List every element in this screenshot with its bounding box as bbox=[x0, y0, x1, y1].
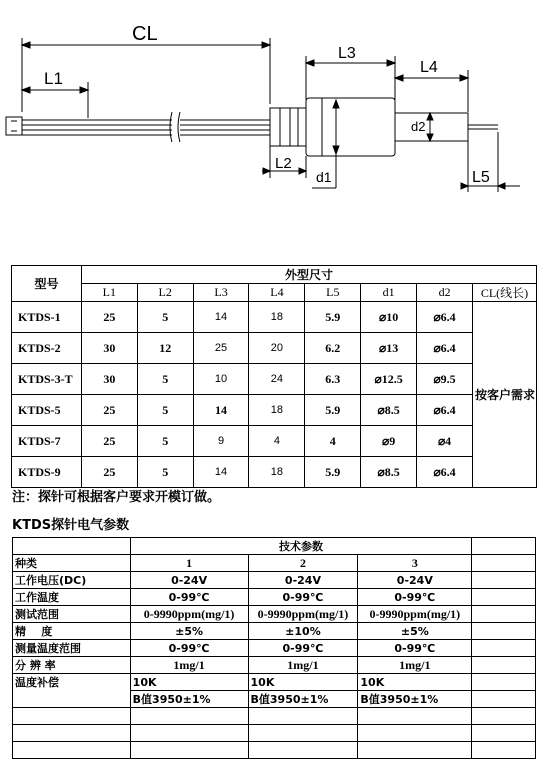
comp-value: 10K bbox=[358, 674, 472, 691]
type-3: 3 bbox=[358, 555, 472, 572]
table-row bbox=[13, 606, 536, 623]
blank-cell bbox=[248, 708, 358, 725]
cell-l3: 10 bbox=[193, 364, 249, 395]
blank-cell bbox=[13, 538, 131, 555]
row-value: 1mg/1 bbox=[358, 657, 472, 674]
row-value: 0-99℃ bbox=[130, 640, 248, 657]
model-cell: KTDS-2 bbox=[12, 333, 82, 364]
cell-l1: 25 bbox=[81, 395, 137, 426]
row-value: 1mg/1 bbox=[248, 657, 358, 674]
blank-cell bbox=[130, 708, 248, 725]
cell-l5: 6.3 bbox=[305, 364, 361, 395]
cell-d2: ⌀6.4 bbox=[417, 395, 473, 426]
blank-cell bbox=[472, 708, 536, 725]
blank-cell bbox=[13, 742, 131, 759]
cell-l2: 12 bbox=[137, 333, 193, 364]
cell-l2: 5 bbox=[137, 426, 193, 457]
col-header-l4: L4 bbox=[249, 284, 305, 302]
cable-break-mark bbox=[170, 112, 180, 142]
row-value: 0-9990ppm(mg/1) bbox=[248, 606, 358, 623]
cell-l4: 18 bbox=[249, 395, 305, 426]
blank-cell bbox=[472, 674, 536, 691]
dim-label-l1: L1 bbox=[44, 69, 63, 88]
row-label: 温度补偿 bbox=[13, 674, 131, 708]
model-cell: KTDS-3-T bbox=[12, 364, 82, 395]
probe-body-outline bbox=[306, 98, 395, 156]
comp-value: 10K bbox=[248, 674, 358, 691]
table-row bbox=[13, 657, 536, 674]
probe-dimension-drawing bbox=[0, 0, 551, 240]
tech-params-header: 技术参数 bbox=[130, 538, 472, 555]
col-header-cl: CL(线长) bbox=[473, 284, 537, 302]
cell-d1: ⌀12.5 bbox=[361, 364, 417, 395]
table-row bbox=[12, 333, 537, 364]
cell-l5: 6.2 bbox=[305, 333, 361, 364]
row-label: 精 度 bbox=[13, 623, 131, 640]
row-value: 0-99℃ bbox=[358, 589, 472, 606]
row-value: 0-99℃ bbox=[130, 589, 248, 606]
col-header-l2: L2 bbox=[137, 284, 193, 302]
cell-l3: 14 bbox=[193, 457, 249, 488]
strain-relief-outline bbox=[270, 108, 306, 146]
row-value: 1mg/1 bbox=[130, 657, 248, 674]
blank-cell bbox=[13, 708, 131, 725]
dim-label-l3: L3 bbox=[338, 45, 356, 62]
row-label: 测试范围 bbox=[13, 606, 131, 623]
cell-d1: ⌀8.5 bbox=[361, 457, 417, 488]
comp-value: 10K bbox=[130, 674, 248, 691]
row-value: 0-9990ppm(mg/1) bbox=[358, 606, 472, 623]
blank-cell bbox=[472, 623, 536, 640]
comp-b-value: B值3950±1% bbox=[130, 691, 248, 708]
cell-l2: 5 bbox=[137, 457, 193, 488]
cell-l4: 24 bbox=[249, 364, 305, 395]
dimensions-group-header: 外型尺寸 bbox=[81, 266, 536, 284]
cell-l1: 25 bbox=[81, 457, 137, 488]
cell-l3: 9 bbox=[193, 426, 249, 457]
dim-label-l5: L5 bbox=[472, 169, 490, 186]
table-row bbox=[13, 742, 536, 759]
cell-d1: ⌀8.5 bbox=[361, 395, 417, 426]
cell-l1: 25 bbox=[81, 426, 137, 457]
blank-cell bbox=[472, 589, 536, 606]
cell-l2: 5 bbox=[137, 395, 193, 426]
row-value: 0-99℃ bbox=[248, 640, 358, 657]
custom-mold-note: 注：探针可根据客户要求开模订做。 bbox=[12, 490, 221, 505]
cell-l4: 4 bbox=[249, 426, 305, 457]
model-cell: KTDS-7 bbox=[12, 426, 82, 457]
table-row bbox=[13, 589, 536, 606]
row-value: 0-9990ppm(mg/1) bbox=[130, 606, 248, 623]
type-label: 种类 bbox=[13, 555, 131, 572]
cell-l4: 20 bbox=[249, 333, 305, 364]
connector-outline bbox=[6, 117, 22, 135]
col-header-d1: d1 bbox=[361, 284, 417, 302]
cell-d2: ⌀6.4 bbox=[417, 302, 473, 333]
row-value: 0-24V bbox=[130, 572, 248, 589]
blank-cell bbox=[13, 725, 131, 742]
dim-label-d1: d1 bbox=[316, 169, 332, 185]
type-1: 1 bbox=[130, 555, 248, 572]
row-value: 0-24V bbox=[358, 572, 472, 589]
table-row bbox=[12, 302, 537, 333]
table-row bbox=[12, 457, 537, 488]
row-label: 测量温度范围 bbox=[13, 640, 131, 657]
row-value: ±10% bbox=[248, 623, 358, 640]
cell-d2: ⌀4 bbox=[417, 426, 473, 457]
cell-d2: ⌀6.4 bbox=[417, 333, 473, 364]
cell-l1: 30 bbox=[81, 333, 137, 364]
cell-l5: 5.9 bbox=[305, 395, 361, 426]
blank-cell bbox=[472, 555, 536, 572]
dimension-table bbox=[11, 265, 537, 488]
table-row bbox=[13, 640, 536, 657]
table-row bbox=[13, 572, 536, 589]
row-value: ±5% bbox=[130, 623, 248, 640]
cell-l2: 5 bbox=[137, 364, 193, 395]
comp-b-value: B值3950±1% bbox=[248, 691, 358, 708]
col-header-l3: L3 bbox=[193, 284, 249, 302]
cell-d2: ⌀9.5 bbox=[417, 364, 473, 395]
cell-l2: 5 bbox=[137, 302, 193, 333]
cell-l4: 18 bbox=[249, 457, 305, 488]
blank-cell bbox=[248, 742, 358, 759]
cell-l4: 18 bbox=[249, 302, 305, 333]
table-row bbox=[13, 725, 536, 742]
cell-d1: ⌀13 bbox=[361, 333, 417, 364]
col-header-d2: d2 bbox=[417, 284, 473, 302]
cell-d1: ⌀9 bbox=[361, 426, 417, 457]
cell-l1: 30 bbox=[81, 364, 137, 395]
dim-label-cl: CL bbox=[132, 23, 158, 45]
blank-cell bbox=[472, 572, 536, 589]
blank-cell bbox=[248, 725, 358, 742]
type-2: 2 bbox=[248, 555, 358, 572]
cell-l3: 14 bbox=[193, 302, 249, 333]
table-row bbox=[13, 708, 536, 725]
blank-cell bbox=[472, 538, 536, 555]
blank-cell bbox=[358, 742, 472, 759]
cl-note-cell: 按客户需求 bbox=[473, 302, 537, 488]
cell-l5: 5.9 bbox=[305, 457, 361, 488]
blank-cell bbox=[472, 742, 536, 759]
row-value: 0-99℃ bbox=[248, 589, 358, 606]
blank-cell bbox=[130, 725, 248, 742]
row-value: 0-24V bbox=[248, 572, 358, 589]
table-row bbox=[12, 426, 537, 457]
blank-cell bbox=[472, 606, 536, 623]
cell-d1: ⌀10 bbox=[361, 302, 417, 333]
col-header-l5: L5 bbox=[305, 284, 361, 302]
cell-l5: 4 bbox=[305, 426, 361, 457]
model-header: 型号 bbox=[12, 266, 82, 302]
cell-l1: 25 bbox=[81, 302, 137, 333]
blank-cell bbox=[472, 657, 536, 674]
row-value: ±5% bbox=[358, 623, 472, 640]
row-label: 分 辨 率 bbox=[13, 657, 131, 674]
table-row bbox=[12, 364, 537, 395]
cell-d2: ⌀6.4 bbox=[417, 457, 473, 488]
model-cell: KTDS-9 bbox=[12, 457, 82, 488]
model-cell: KTDS-1 bbox=[12, 302, 82, 333]
blank-cell bbox=[358, 708, 472, 725]
cell-l5: 5.9 bbox=[305, 302, 361, 333]
blank-cell bbox=[358, 725, 472, 742]
table-row bbox=[13, 623, 536, 640]
dim-label-l2: L2 bbox=[275, 155, 292, 172]
blank-cell bbox=[130, 742, 248, 759]
blank-cell bbox=[472, 640, 536, 657]
col-header-l1: L1 bbox=[81, 284, 137, 302]
cell-l3: 14 bbox=[193, 395, 249, 426]
electrical-params-table bbox=[12, 537, 536, 759]
row-value: 0-99℃ bbox=[358, 640, 472, 657]
dim-label-l4: L4 bbox=[420, 59, 438, 76]
model-cell: KTDS-5 bbox=[12, 395, 82, 426]
cell-l3: 25 bbox=[193, 333, 249, 364]
table-row bbox=[13, 674, 536, 691]
comp-b-value: B值3950±1% bbox=[358, 691, 472, 708]
dim-label-d2: d2 bbox=[411, 119, 426, 134]
electrical-params-title: KTDS探针电气参数 bbox=[12, 518, 130, 533]
blank-cell bbox=[472, 725, 536, 742]
row-label: 工作电压(DC) bbox=[13, 572, 131, 589]
row-label: 工作温度 bbox=[13, 589, 131, 606]
table-row bbox=[12, 395, 537, 426]
blank-cell bbox=[472, 691, 536, 708]
